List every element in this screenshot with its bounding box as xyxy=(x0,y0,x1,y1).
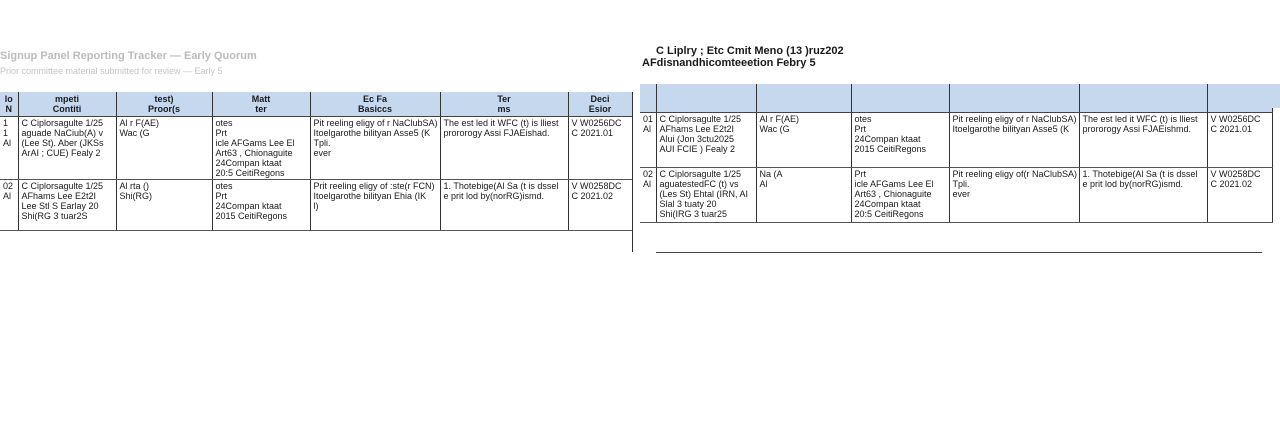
column-header-text: mpeti xyxy=(54,94,79,104)
table-cell xyxy=(851,168,949,223)
column-header xyxy=(656,84,756,113)
cell-text: 2015 CeitiRegons xyxy=(215,211,288,221)
cell-text: 24Compan ktaat xyxy=(215,158,282,168)
column-header xyxy=(0,92,18,117)
cell-text: 2015 CeitiRegons xyxy=(854,144,927,154)
cell-text: Prt xyxy=(854,124,867,134)
cell-text: prororogy Assi FJAEishad. xyxy=(443,128,550,138)
cell-text: AFhams Lee E2t2I xyxy=(21,191,97,201)
cell-text: AUI FCIE ) Fealy 2 xyxy=(659,144,736,154)
table-cell xyxy=(212,117,310,180)
right-panel-header xyxy=(640,45,940,69)
cell-text: Al xyxy=(759,179,768,189)
table-row xyxy=(640,168,1272,223)
column-header-text: ter xyxy=(255,104,267,114)
column-header-text: test) xyxy=(154,94,174,104)
column-header-text: Esior xyxy=(588,104,612,114)
column-header-text: Ec Fa xyxy=(362,94,387,104)
cell-text: Wac (G xyxy=(759,124,790,134)
cell-text: l) xyxy=(313,201,319,211)
table-cell xyxy=(440,180,568,231)
table-cell xyxy=(640,168,656,223)
column-header-text: N xyxy=(5,104,12,114)
cell-text: AFhams Lee E2t2I xyxy=(659,124,735,134)
cell-text: prororogy Assi FJAEishmd. xyxy=(1082,124,1192,134)
table-cell xyxy=(18,180,116,231)
cell-text: The est led it WFC (t) is lliest xyxy=(1082,114,1198,124)
cell-text: 24Compan ktaat xyxy=(215,201,282,211)
cell-text: Prit reeling eligy of :ste(r FCN) xyxy=(313,181,435,191)
cell-text: C 2021.02 xyxy=(571,191,614,201)
column-header xyxy=(116,92,212,117)
cell-text: Al r F(AE) xyxy=(759,114,799,124)
cell-text: ever xyxy=(313,148,332,158)
cell-text: Art63 , Chionaguite xyxy=(215,148,293,158)
cell-text: Prt xyxy=(215,128,228,138)
table-row xyxy=(640,113,1272,168)
cell-text: Prt xyxy=(215,191,228,201)
cell-text: 1 xyxy=(3,128,9,138)
table-header-row xyxy=(0,92,632,117)
table-cell xyxy=(568,117,632,180)
cell-text: C 2021.01 xyxy=(571,128,614,138)
cell-text: C 2021.01 xyxy=(1210,124,1253,134)
cell-text: Itoelgarothe bilityan Ehia (IK xyxy=(313,191,427,201)
left-panel-subtitle: Prior committee material submitted for review — Early 5 xyxy=(0,66,223,76)
cell-text: Al rta () xyxy=(119,181,150,191)
cell-text: The est led it WFC (t) is lliest xyxy=(443,118,559,128)
table-cell xyxy=(0,117,18,180)
cell-text: Shi(RG 3 tuar2S xyxy=(21,211,88,221)
cell-text: 20:5 CeitiRegons xyxy=(854,209,924,219)
cell-text: Alui (Jon 3ctu2025 xyxy=(659,134,735,144)
cell-text: otes xyxy=(215,118,233,128)
column-header xyxy=(851,84,949,113)
table-cell xyxy=(1079,168,1207,223)
right-table xyxy=(640,84,1273,223)
column-header-text: Proor(s xyxy=(147,104,180,114)
cell-text: Tpli. xyxy=(952,179,970,189)
cell-text: V W0256DC xyxy=(571,118,622,128)
column-header xyxy=(212,92,310,117)
cell-text: Tpli. xyxy=(313,138,331,148)
table-row xyxy=(0,117,632,180)
table-cell xyxy=(310,117,440,180)
column-header xyxy=(568,92,632,117)
column-header xyxy=(756,84,851,113)
table-cell xyxy=(18,117,116,180)
cell-text: Itoelgarothe bilityan Asse5 (K xyxy=(952,124,1070,134)
table-cell xyxy=(1207,168,1272,223)
column-header-text: Basiccs xyxy=(357,104,393,114)
column-header-text: Ter xyxy=(497,94,511,104)
cell-text: Shi(RG) xyxy=(119,191,153,201)
cell-text: Pit reeling eligy of(r NaClubSA) xyxy=(952,169,1078,179)
cell-text: Na (A xyxy=(759,169,783,179)
cell-text: 1. Thotebige(Al Sa (t is dssel xyxy=(1082,169,1198,179)
column-header xyxy=(310,92,440,117)
cell-text: Shi(IRG 3 tuar25 xyxy=(659,209,728,219)
table-cell xyxy=(116,117,212,180)
cell-text: C 2021.02 xyxy=(1210,179,1253,189)
cell-text: V W0256DC xyxy=(1210,114,1261,124)
cell-text: 24Compan ktaat xyxy=(854,134,921,144)
cell-text: Slal 3 tuaty 20 xyxy=(659,199,717,209)
cell-text: otes xyxy=(854,114,872,124)
table-cell xyxy=(440,117,568,180)
cell-text: Pit reeling eligy of r NaClubSA) xyxy=(313,118,438,128)
left-table xyxy=(0,92,633,231)
table-cell xyxy=(756,113,851,168)
cell-text: e prit lod by(norRG)ismd. xyxy=(1082,179,1184,189)
cell-text: Art63 , Chionaguite xyxy=(854,189,932,199)
table-cell xyxy=(640,113,656,168)
table-cell xyxy=(116,180,212,231)
cell-text: Al xyxy=(3,191,12,201)
column-header-text: Contiti xyxy=(52,104,82,114)
table-row xyxy=(0,180,632,231)
column-header xyxy=(949,84,1079,113)
cell-text: Al r F(AE) xyxy=(119,118,159,128)
cell-text: e prit lod by(norRG)ismd. xyxy=(443,191,545,201)
column-header xyxy=(1079,84,1207,113)
cell-text: 20:5 CeitiRegons xyxy=(215,168,285,178)
table-cell xyxy=(756,168,851,223)
cell-text: C Ciplorsagulte 1/25 xyxy=(659,169,742,179)
table-cell xyxy=(949,168,1079,223)
table-cell xyxy=(656,113,756,168)
column-header xyxy=(18,92,116,117)
cell-text: C Ciplorsagulte 1/25 xyxy=(21,181,104,191)
column-header-text: Matt xyxy=(251,94,271,104)
cell-text: Wac (G xyxy=(119,128,150,138)
table-cell xyxy=(310,180,440,231)
cell-text: ever xyxy=(952,189,971,199)
cell-text: V W0258DC xyxy=(571,181,622,191)
column-header-text: lo xyxy=(4,94,13,104)
table-cell xyxy=(656,168,756,223)
table-cell xyxy=(568,180,632,231)
cell-text: Al xyxy=(643,179,652,189)
table-cell xyxy=(1207,113,1272,168)
cell-text: Itoelgarothe bilityan Asse5 (K xyxy=(313,128,431,138)
cell-text: otes xyxy=(215,181,233,191)
column-header xyxy=(640,84,656,113)
cell-text: ArAI ; CUE) Fealy 2 xyxy=(21,148,101,158)
cell-text: 02 xyxy=(643,169,654,179)
cell-text: (Les St) Ehtal (IRN, AI xyxy=(659,189,749,199)
left-panel-title: Signup Panel Reporting Tracker — Early Quorum xyxy=(0,50,257,62)
right-panel-subtitle: AFdisnandhicomteeetion Febry 5 xyxy=(642,57,816,69)
cell-text: Prt xyxy=(854,169,867,179)
cell-text: icle AFGams Lee El xyxy=(215,138,295,148)
table-cell xyxy=(212,180,310,231)
table-cell xyxy=(949,113,1079,168)
right-panel-title: C Liplry ; Etc Cmit Meno (13 )ruz202 xyxy=(656,45,844,57)
cell-text: Al xyxy=(3,138,12,148)
cell-text: (Lee St). Aber (JKSs xyxy=(21,138,104,148)
cell-text: C Ciplorsagulte 1/25 xyxy=(659,114,742,124)
column-header xyxy=(440,92,568,117)
cell-text: Al xyxy=(643,124,652,134)
cell-text: 02 xyxy=(3,181,14,191)
cell-text: aguatestedFC (t) vs xyxy=(659,179,739,189)
column-header-text: ms xyxy=(497,104,511,114)
cell-text: 01 xyxy=(643,114,654,124)
table-cell xyxy=(1079,113,1207,168)
cell-text: 1. Thotebige(Al Sa (t is dssel xyxy=(443,181,559,191)
cell-text: icle AFGams Lee El xyxy=(854,179,934,189)
cell-text: Lee Stl S Earlay 20 xyxy=(21,201,99,211)
cell-text: V W0258DC xyxy=(1210,169,1261,179)
cell-text: 1 xyxy=(3,118,9,128)
cell-text: 24Compan ktaat xyxy=(854,199,921,209)
cell-text: C Ciplorsagulte 1/25 xyxy=(21,118,104,128)
table-cell xyxy=(0,180,18,231)
cell-text: Pit reeling eligy of r NaClubSA) xyxy=(952,114,1077,124)
table-cell xyxy=(851,113,949,168)
table-header-row xyxy=(640,84,1272,113)
column-header-text: Deci xyxy=(590,94,610,104)
cell-text: aguade NaCiub(A) v xyxy=(21,128,104,138)
